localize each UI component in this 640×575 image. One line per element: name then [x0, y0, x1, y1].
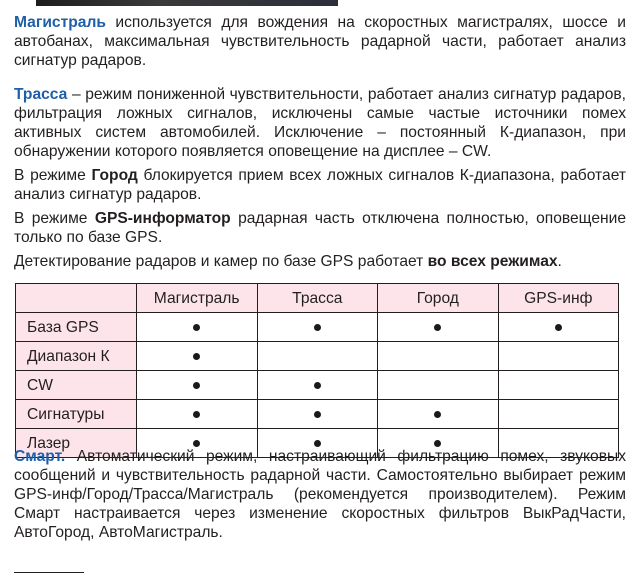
table-cell: [136, 400, 257, 429]
paragraph-detect-after: .: [557, 253, 562, 270]
term-gorod: Город: [91, 167, 138, 184]
bullet-dot-icon: [555, 324, 562, 331]
paragraph-trassa-text: – режим пониженной чувствительности, работает анализ сигнатур радаров, фильтрация ложных сигналов, исключены самые частые источники помех активных систем автомобилей. Исключение – постоянный К-диапазон, при обнаружении которого появляется оповещение на дисплее – CW.: [14, 86, 626, 160]
paragraph-magistral: [14, 13, 626, 70]
term-all-modes: во всех режимах: [427, 253, 558, 270]
paragraph-smart-text: Автоматический режим, настраивающий фильтрацию помех, звуковых сообщений и чувствительность радарной части. Самостоятельно выбирает режим GPS-инф/Город/Трасса/Магистраль (рекомендуется производителем). Режим Смарт настраивается через изменение скоростных фильтров ВыкРадЧасти, АвтоГород, АвтоМагистраль.: [14, 448, 626, 541]
modes-table: [15, 283, 619, 458]
table-cell: [378, 313, 498, 342]
paragraph-trassa: [14, 85, 626, 161]
table-cell: [498, 342, 618, 371]
table-cell: [257, 371, 378, 400]
bullet-dot-icon: [434, 411, 441, 418]
paragraph-smart: [14, 447, 626, 542]
table-cell: [378, 400, 498, 429]
bullet-dot-icon: [193, 324, 200, 331]
paragraph-detect-before: Детектирование радаров и камер по базе GPS работает: [14, 253, 428, 270]
paragraph-gps-detection: [14, 252, 626, 271]
top-image-strip: [36, 0, 338, 6]
bullet-dot-icon: [314, 411, 321, 418]
row-header: Диапазон К: [16, 342, 137, 371]
paragraph-magistral-text: используется для вождения на скоростных магистралях, шоссе и автобанах, максимальная чувствительность радарной части, работает анализ сигнатур радаров.: [14, 14, 626, 69]
footer-divider: [14, 572, 84, 573]
column-header-gps-inf: GPS-инф: [498, 284, 618, 313]
paragraph-gorod: [14, 166, 626, 204]
table-cell: [378, 342, 498, 371]
table-row: [16, 371, 619, 400]
table-row: [16, 342, 619, 371]
paragraph-gorod-after: блокируется прием всех ложных сигналов К-диапазона, работает анализ сигнатур радаров.: [14, 167, 626, 203]
column-header-magistral: Магистраль: [136, 284, 257, 313]
row-header: Лазер: [16, 429, 137, 458]
table-row: [16, 400, 619, 429]
table-cell: [498, 400, 618, 429]
bullet-dot-icon: [314, 324, 321, 331]
table-cell: [257, 313, 378, 342]
table-cell: [257, 400, 378, 429]
bullet-dot-icon: [434, 440, 441, 447]
table-cell: [136, 313, 257, 342]
term-trassa: Трасса: [14, 86, 68, 103]
bullet-dot-icon: [193, 411, 200, 418]
table-cell: [378, 371, 498, 400]
bullet-dot-icon: [434, 324, 441, 331]
bullet-dot-icon: [314, 440, 321, 447]
table-corner-cell: [16, 284, 137, 313]
term-gps-informator: GPS-информатор: [94, 210, 231, 227]
bullet-dot-icon: [193, 440, 200, 447]
table-header-row: [16, 284, 619, 313]
row-header: База GPS: [16, 313, 137, 342]
column-header-trassa: Трасса: [257, 284, 378, 313]
row-header: Сигнатуры: [16, 400, 137, 429]
paragraph-gps-before: В режиме: [14, 210, 95, 227]
paragraph-gps-informator: [14, 209, 626, 247]
table-cell: [136, 371, 257, 400]
row-header: CW: [16, 371, 137, 400]
column-header-gorod: Город: [378, 284, 498, 313]
paragraph-gorod-before: В режиме: [14, 167, 92, 184]
table-row: [16, 313, 619, 342]
term-smart: Смарт.: [14, 448, 66, 465]
table-cell: [257, 342, 378, 371]
paragraph-gps-after: радарная часть отключена полностью, оповещение только по базе GPS.: [14, 210, 626, 246]
bullet-dot-icon: [314, 382, 321, 389]
bullet-dot-icon: [193, 353, 200, 360]
table-cell: [136, 342, 257, 371]
bullet-dot-icon: [193, 382, 200, 389]
table-cell: [498, 371, 618, 400]
table-cell: [498, 313, 618, 342]
term-magistral: Магистраль: [14, 14, 106, 31]
